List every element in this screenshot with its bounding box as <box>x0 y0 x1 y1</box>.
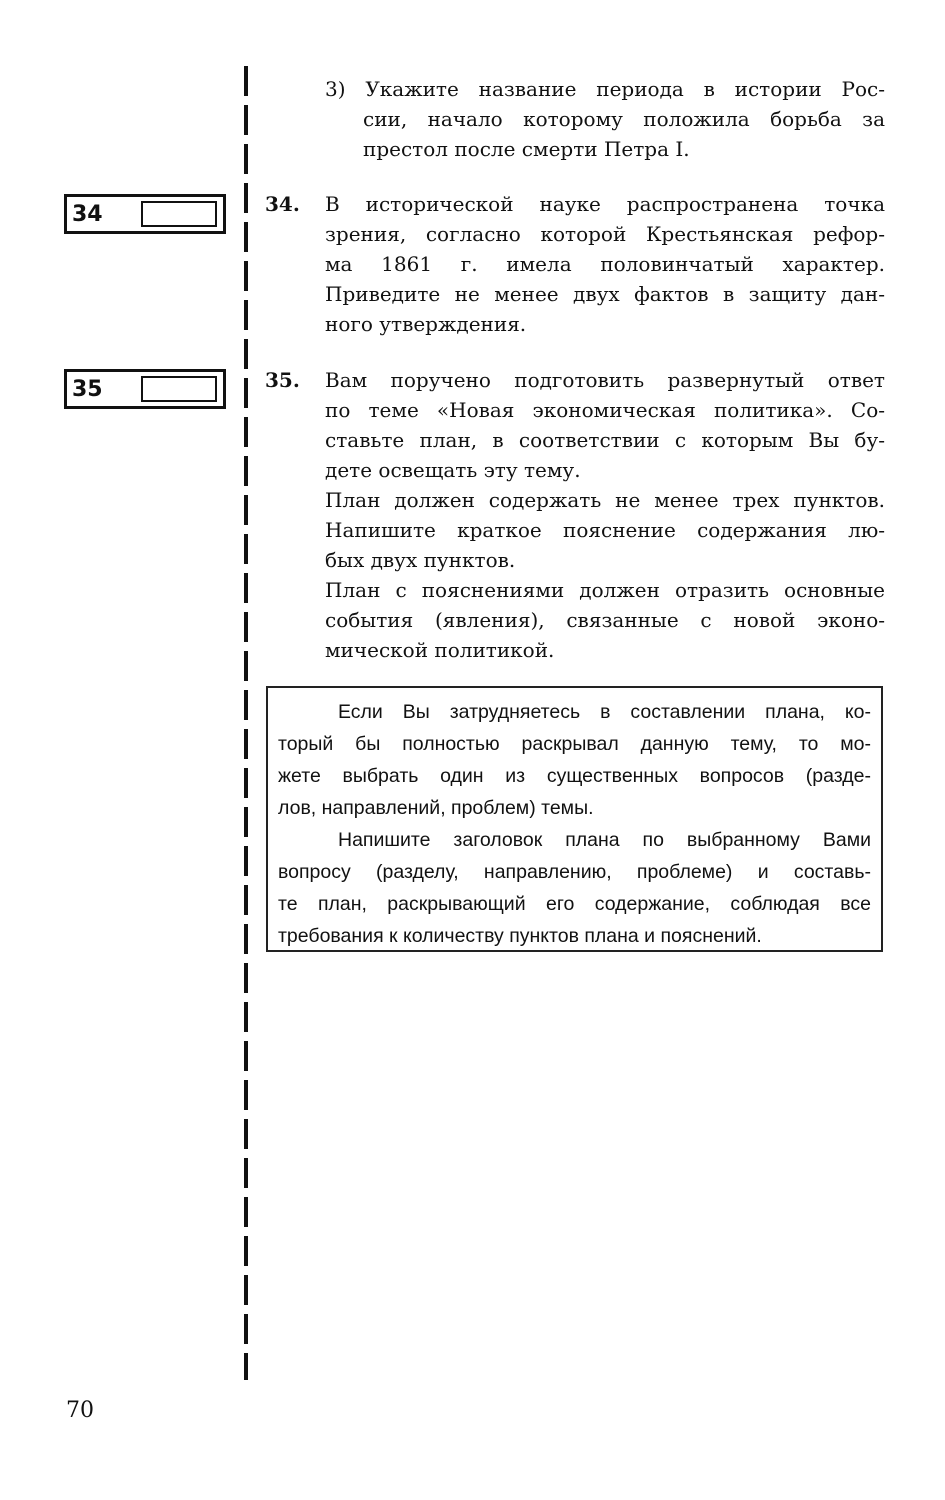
item-3-text <box>325 74 885 164</box>
instruction-note <box>266 686 883 952</box>
question-35-line: План должен содержать не менее трех пунктов. <box>325 488 885 512</box>
question-34-line: Приведите не менее двух фактов в защиту дан- <box>325 282 885 306</box>
note-line: вопросу (разделу, направлению, проблеме) и составь- <box>278 861 871 883</box>
note-line: торый бы полностью раскрывал данную тему, то мо- <box>278 733 871 755</box>
page-number: 70 <box>66 1398 94 1423</box>
item-3-line: 3) Укажите название периода в истории Рос- <box>325 77 885 101</box>
answer-field-35[interactable] <box>141 376 217 402</box>
item-3-line: сии, начало которому положила борьба за <box>363 107 885 131</box>
item-3-line: престол после смерти Петра I. <box>363 137 690 161</box>
question-35-line: ставьте план, в соответствии с которым Вы бу- <box>325 428 885 452</box>
question-34-line: ма 1861 г. имела половинчатый характер. <box>325 252 885 276</box>
question-34-line: зрения, согласно которой Крестьянская рефор- <box>325 222 885 246</box>
note-line: Если Вы затрудняетесь в составлении плана, ко- <box>338 701 871 723</box>
question-35-text <box>325 365 885 665</box>
answer-box-label: 35 <box>72 377 103 402</box>
question-35-line: План с пояснениями должен отразить основные <box>325 578 885 602</box>
question-35-line: события (явления), связанные с новой эконо- <box>325 608 885 632</box>
cut-line <box>244 66 248 1380</box>
answer-field-34[interactable] <box>141 201 217 227</box>
answer-box-34 <box>64 194 226 234</box>
note-line: лов, направлений, проблем) темы. <box>278 797 594 819</box>
note-line: те план, раскрывающий его содержание, соблюдая все <box>278 893 871 915</box>
question-35-line: бых двух пунктов. <box>325 548 516 572</box>
answer-box-label: 34 <box>72 202 103 227</box>
note-line: Напишите заголовок плана по выбранному Вами <box>338 829 871 851</box>
question-35-line: дете освещать эту тему. <box>325 458 581 482</box>
note-line: требования к количеству пунктов плана и пояснений. <box>278 925 762 947</box>
question-number-35: 35. <box>265 368 300 392</box>
question-34-line: В исторической науке распространена точка <box>325 192 885 216</box>
question-35-line: по теме «Новая экономическая политика». Со- <box>325 398 885 422</box>
note-line: жете выбрать один из существенных вопросов (разде- <box>278 765 871 787</box>
question-35-line: Вам поручено подготовить развернутый ответ <box>325 368 885 392</box>
question-number-34: 34. <box>265 192 300 216</box>
question-35-line: Напишите краткое пояснение содержания лю- <box>325 518 885 542</box>
question-34-line: ного утверждения. <box>325 312 527 336</box>
question-34-text <box>325 189 885 339</box>
question-35-line: мической политикой. <box>325 638 555 662</box>
answer-box-35 <box>64 369 226 409</box>
